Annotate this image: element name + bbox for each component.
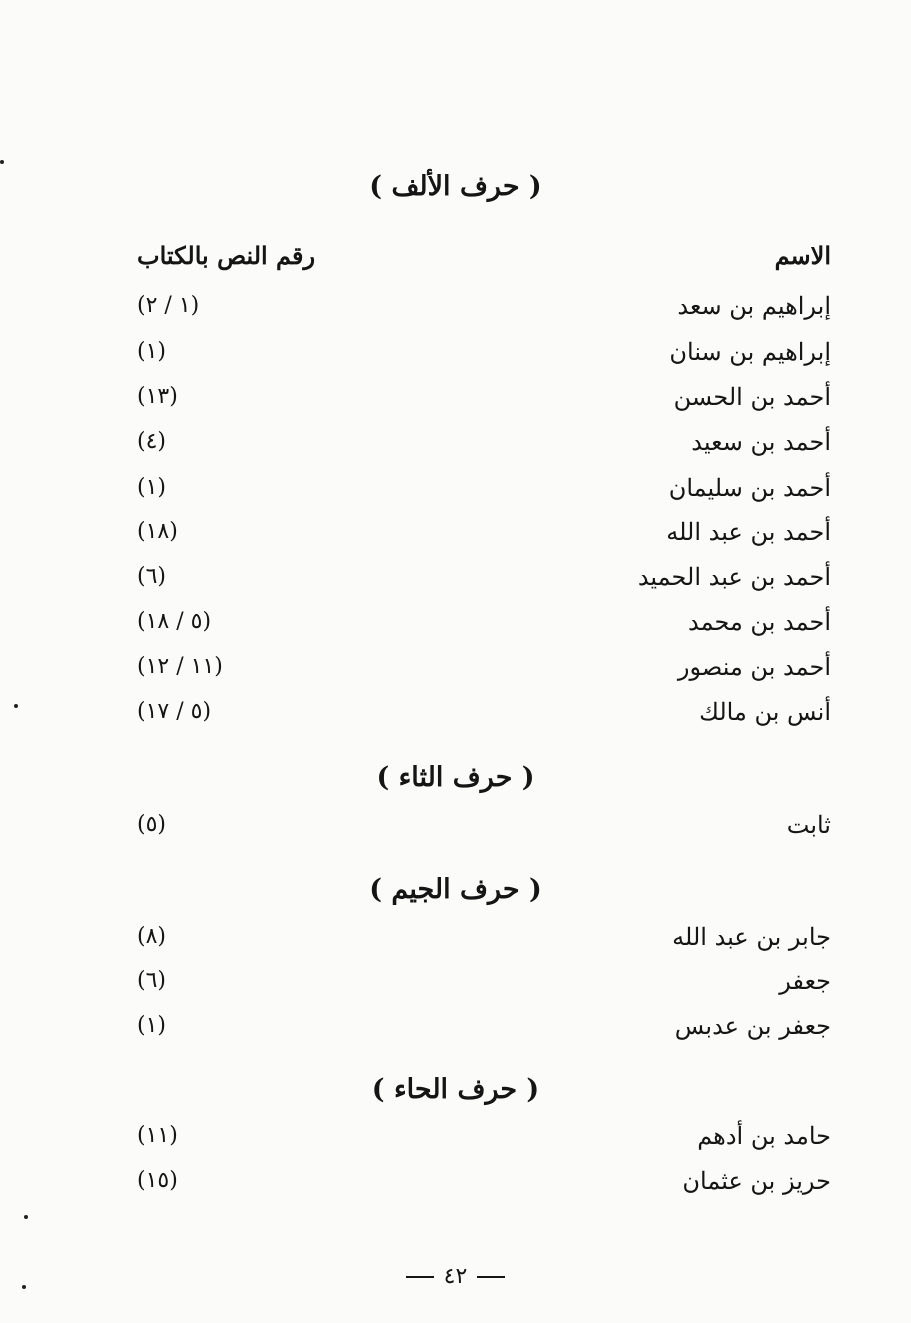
entry-name: جعفر <box>779 967 831 995</box>
section-heading-jim: ( حرف الجيم ) <box>369 874 542 905</box>
index-entry <box>0 557 911 597</box>
index-entry <box>0 468 911 508</box>
entry-name: جابر بن عبد الله <box>672 923 831 951</box>
entry-reference: (٦) <box>137 968 167 993</box>
entry-reference: (١) <box>137 339 167 364</box>
index-entry <box>0 917 911 957</box>
scan-speck <box>22 1285 26 1289</box>
entry-reference: (١) <box>137 475 167 500</box>
section-heading-ha: ( حرف الحاء ) <box>371 1074 540 1105</box>
index-entry <box>0 512 911 552</box>
entry-reference: (١٨) <box>137 519 178 544</box>
entry-name: أحمد بن سعيد <box>691 428 831 456</box>
index-entry <box>0 647 911 687</box>
index-entry <box>0 805 911 845</box>
entry-name: إبراهيم بن سنان <box>669 338 831 366</box>
entry-reference: (١ / ٢) <box>137 293 200 318</box>
entry-name: حامد بن أدهم <box>697 1122 831 1150</box>
entry-name: أحمد بن محمد <box>687 608 831 636</box>
index-entry <box>0 692 911 732</box>
entry-reference: (٥ / ١٨) <box>137 609 212 634</box>
section-heading-alif: ( حرف الألف ) <box>369 171 542 202</box>
entry-name: أحمد بن عبد الحميد <box>637 563 831 591</box>
entry-reference: (١٥) <box>137 1168 178 1193</box>
entry-name: أحمد بن الحسن <box>673 383 831 411</box>
entry-name: أحمد بن منصور <box>677 653 831 681</box>
entry-name: أحمد بن عبد الله <box>666 518 831 546</box>
scan-speck <box>14 704 18 708</box>
index-entry <box>0 377 911 417</box>
entry-name: أحمد بن سليمان <box>668 474 831 502</box>
page-footer <box>0 1262 911 1292</box>
entry-name: أنس بن مالك <box>699 698 831 726</box>
entry-reference: (١) <box>137 1013 167 1038</box>
index-entry <box>0 422 911 462</box>
index-entry <box>0 961 911 1001</box>
index-entry <box>0 332 911 372</box>
entry-reference: (٥) <box>137 812 167 837</box>
entry-reference: (٥ / ١٧) <box>137 699 212 724</box>
section-heading-tha: ( حرف الثاء ) <box>376 762 535 793</box>
entry-name: إبراهيم بن سعد <box>677 292 831 320</box>
index-entry <box>0 1006 911 1046</box>
scan-speck <box>0 160 4 164</box>
entry-reference: (١١ / ١٢) <box>137 654 223 679</box>
entry-reference: (٨) <box>137 924 167 949</box>
footer-dash-right <box>477 1276 505 1278</box>
entry-reference: (٤) <box>137 429 167 454</box>
column-header-reference: رقم النص بالكتاب <box>137 241 316 270</box>
index-entry <box>0 1116 911 1156</box>
footer-dash-left <box>406 1276 434 1278</box>
entry-reference: (١٣) <box>137 384 178 409</box>
index-entry <box>0 1161 911 1201</box>
entry-name: ثابت <box>786 811 831 839</box>
entry-name: حريز بن عثمان <box>682 1167 831 1195</box>
scan-speck <box>24 1215 28 1219</box>
page-number: ٤٢ <box>443 1264 468 1289</box>
column-header-name: الاسم <box>774 241 831 270</box>
entry-reference: (١١) <box>137 1123 178 1148</box>
index-entry <box>0 602 911 642</box>
entry-reference: (٦) <box>137 564 167 589</box>
entry-name: جعفر بن عدبس <box>674 1012 831 1040</box>
index-entry <box>0 286 911 326</box>
